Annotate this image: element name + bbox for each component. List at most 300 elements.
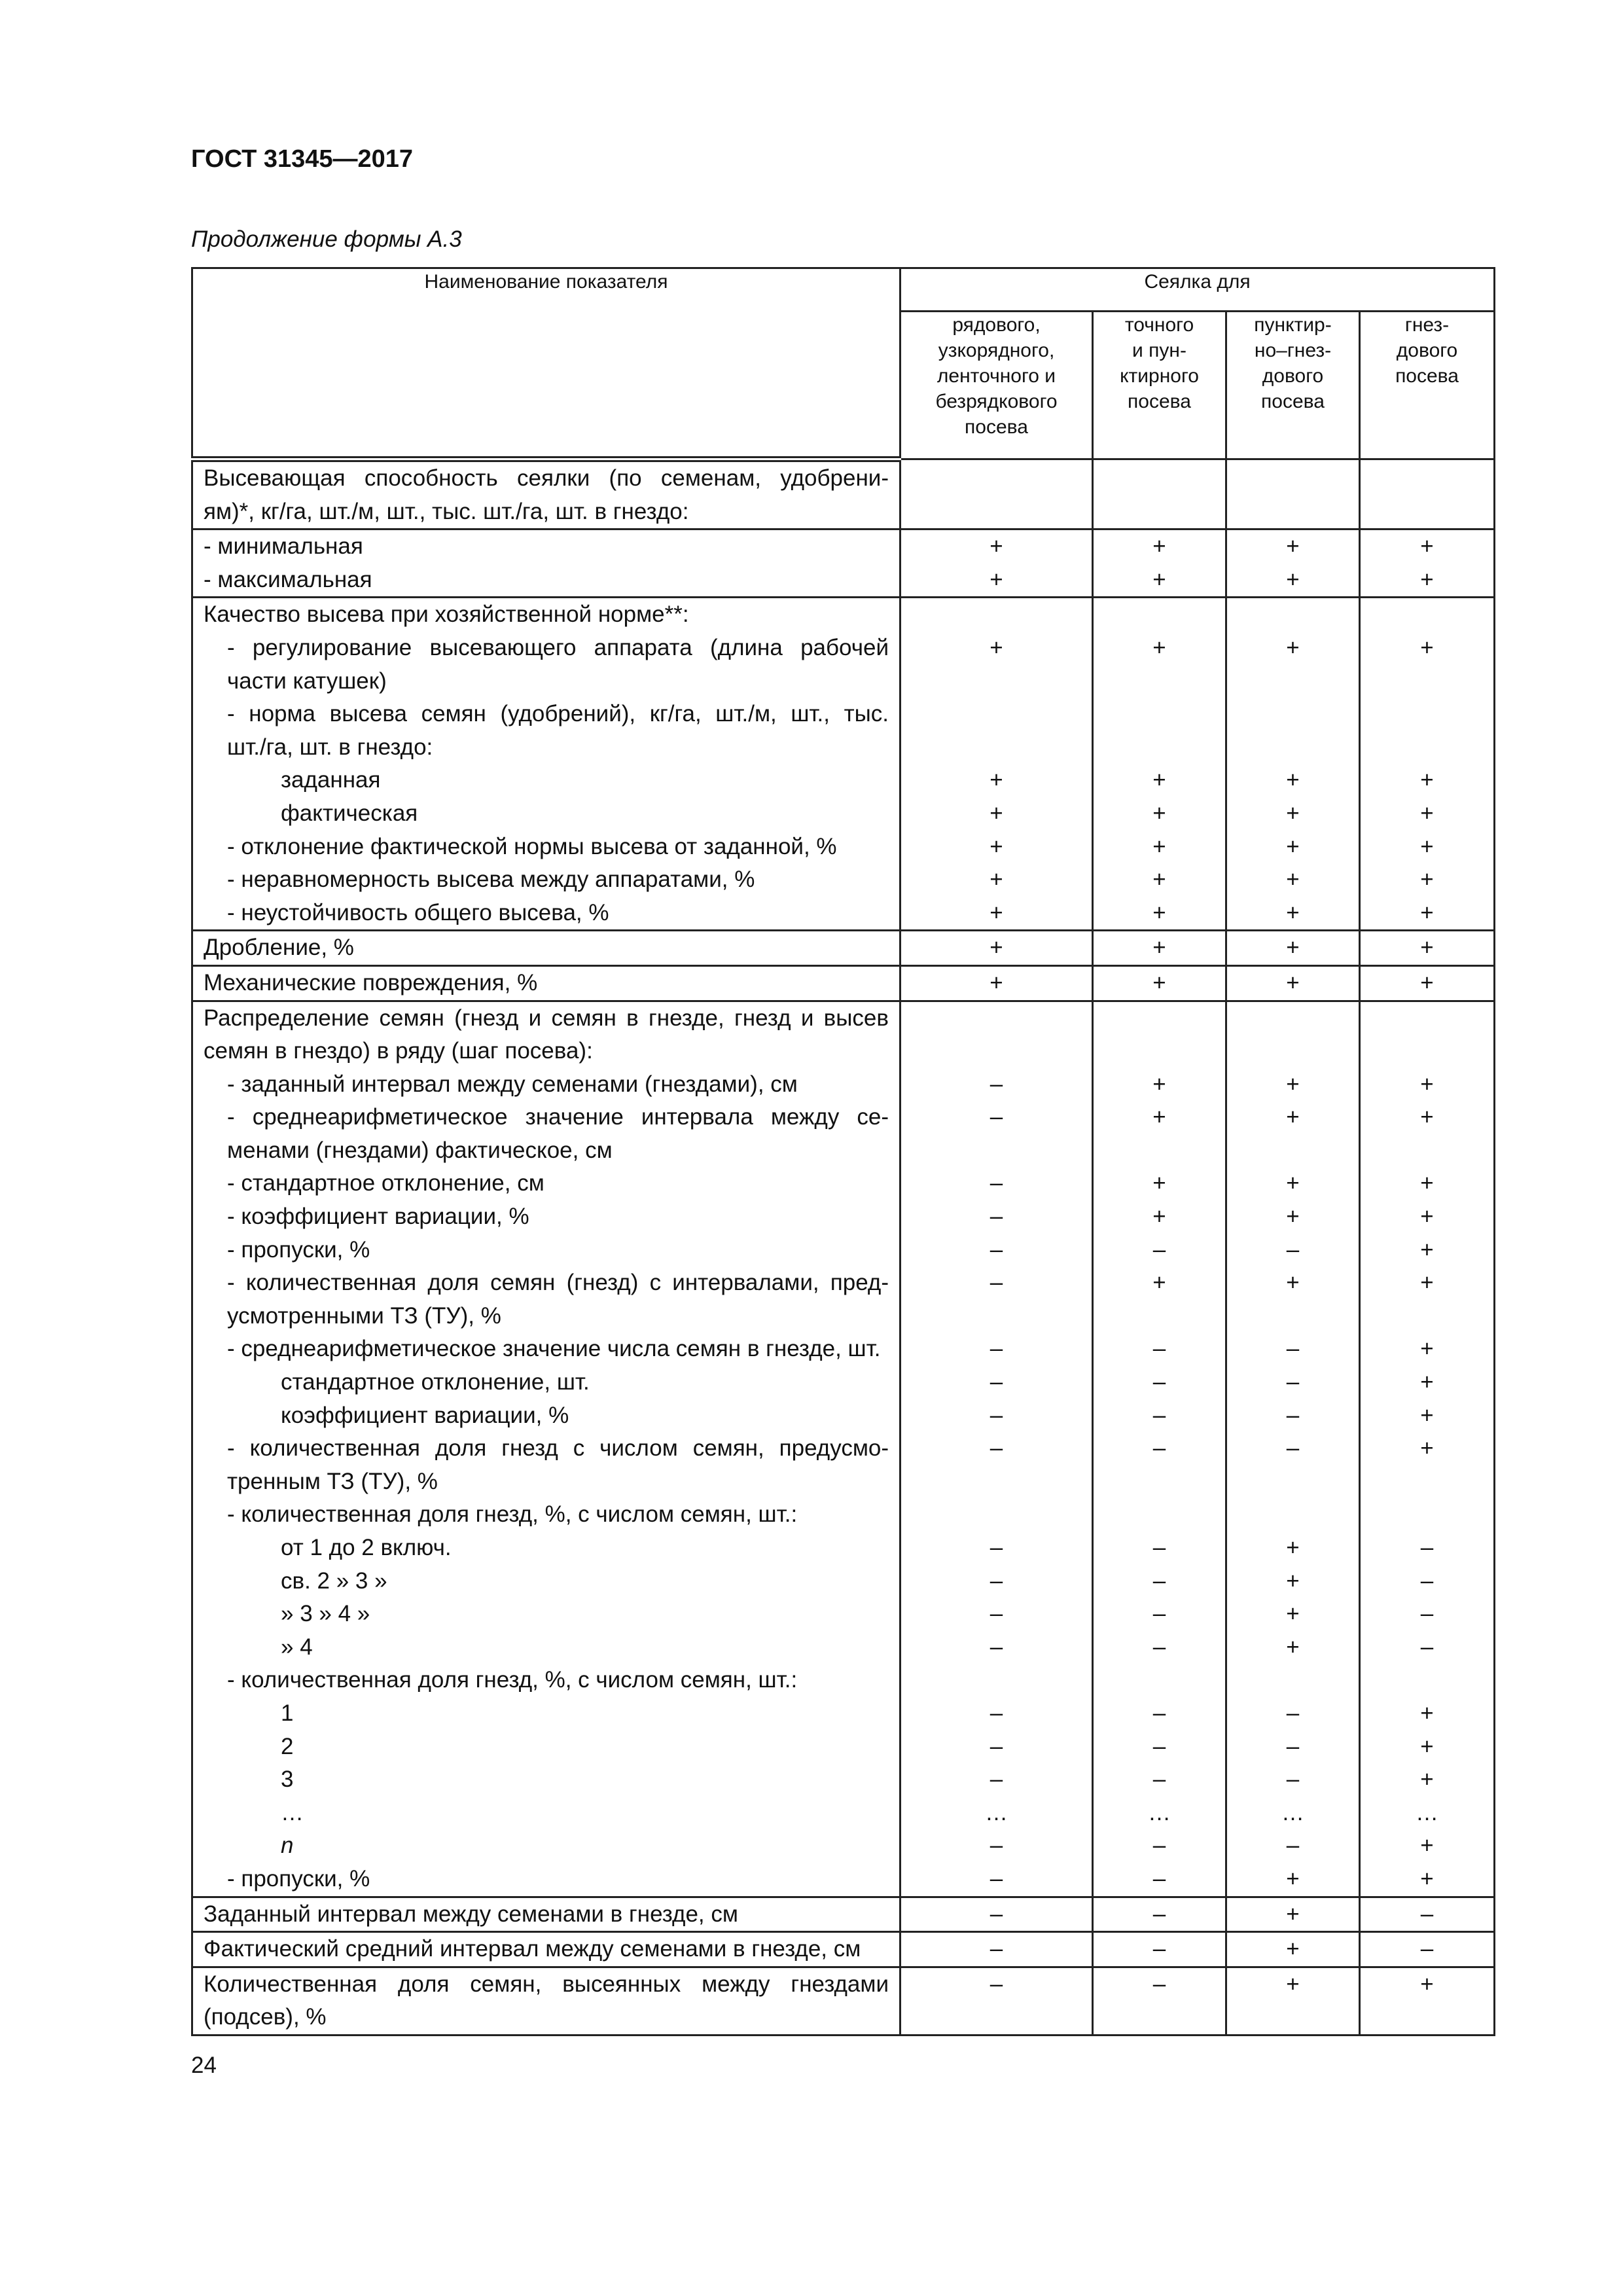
value-cell-col-2 — [1226, 459, 1360, 529]
value-cell-col-2 — [1226, 1897, 1360, 1932]
value-mark — [1227, 731, 1359, 764]
seeder-type-header-0 — [901, 312, 1093, 459]
seeder-type-header-line: дового — [1262, 365, 1324, 387]
seeder-type-header-line: пунктир- — [1254, 314, 1332, 336]
value-mark: + — [1286, 867, 1300, 893]
value-mark: – — [1286, 1733, 1300, 1759]
indicator-line: - заданный интервал между семенами (гнездами), см — [227, 1071, 798, 1097]
seeder-type-header-line: посева — [1128, 391, 1191, 412]
value-mark: – — [1420, 1936, 1434, 1962]
form-continuation-caption: Продолжение формы А.3 — [191, 226, 462, 252]
value-mark — [901, 698, 1092, 731]
value-mark: – — [1420, 1634, 1434, 1660]
indicator-line: - отклонение фактической нормы высева от заданной, % — [227, 833, 837, 859]
value-mark: + — [1152, 935, 1166, 961]
value-mark: – — [990, 1369, 1003, 1395]
indicator-name-cell — [192, 1897, 901, 1932]
value-mark: – — [990, 1204, 1003, 1230]
value-cell-col-0 — [901, 529, 1093, 598]
value-mark — [1094, 698, 1225, 731]
value-mark — [1094, 1498, 1225, 1532]
indicator-line: менами (гнездами) фактическое, см — [227, 1137, 613, 1163]
seeder-type-header-line: безрядкового — [935, 391, 1058, 412]
value-mark — [1361, 1465, 1493, 1499]
value-mark: – — [1152, 1535, 1166, 1560]
indicator-line: семян в гнездо) в ряду (шаг посева): — [204, 1038, 593, 1064]
value-mark — [901, 1300, 1092, 1333]
value-mark — [901, 493, 1092, 527]
value-mark: + — [990, 634, 1003, 660]
value-mark: – — [1152, 1936, 1166, 1962]
value-mark: + — [990, 833, 1003, 859]
value-mark: – — [990, 1236, 1003, 1263]
value-mark: – — [1152, 1634, 1166, 1660]
value-cell-col-0 — [901, 1967, 1093, 2035]
value-mark — [1227, 493, 1359, 527]
seeder-type-header-2 — [1226, 312, 1360, 459]
indicator-name-column-header: Наименование показателя — [192, 268, 901, 459]
indicator-line: - пропуски, % — [227, 1865, 370, 1892]
indicator-line: - количественная доля семян (гнезд) с интервалами, пред- — [227, 1270, 889, 1296]
value-mark — [1361, 1035, 1493, 1068]
value-mark: + — [1420, 1700, 1434, 1726]
table-row — [192, 1967, 1495, 2035]
indicator-line: св. 2 » 3 » — [281, 1568, 387, 1594]
indicator-line: - коэффициент вариации, % — [227, 1204, 529, 1230]
value-mark — [1227, 698, 1359, 731]
value-mark: + — [1152, 767, 1166, 793]
value-mark — [1361, 1300, 1493, 1333]
indicator-line: Высевающая способность сеялки (по семенам, удобрени- — [204, 465, 889, 491]
value-mark: – — [1286, 1767, 1300, 1793]
value-mark — [1361, 665, 1493, 698]
value-mark: + — [990, 935, 1003, 961]
value-cell-col-0 — [901, 459, 1093, 529]
value-cell-col-3 — [1360, 1001, 1495, 1897]
value-mark: + — [1286, 800, 1300, 826]
indicator-line: ям)*, кг/га, шт./м, шт., тыс. шт./га, шт. в гнездо: — [204, 498, 689, 524]
table-row — [192, 529, 1495, 598]
value-mark: + — [1152, 1071, 1166, 1097]
value-mark — [901, 731, 1092, 764]
value-mark: + — [1286, 1071, 1300, 1097]
value-mark: + — [990, 899, 1003, 925]
value-mark: – — [1152, 1236, 1166, 1263]
value-mark: – — [990, 1435, 1003, 1462]
value-cell-col-1 — [1093, 1932, 1226, 1967]
seeder-type-header-1 — [1093, 312, 1226, 459]
value-mark: – — [1152, 1336, 1166, 1362]
value-mark — [1227, 460, 1359, 493]
value-mark: – — [990, 1833, 1003, 1859]
seeder-type-header-line: дового — [1396, 340, 1458, 361]
value-cell-col-2 — [1226, 965, 1360, 1001]
indicator-line: - количественная доля гнезд, %, с числом семян, шт.: — [227, 1501, 798, 1528]
value-mark — [1361, 1664, 1493, 1697]
indicator-name-cell — [192, 1001, 901, 1897]
value-mark — [1361, 493, 1493, 527]
value-mark — [1094, 460, 1225, 493]
value-mark: + — [1152, 867, 1166, 893]
table-body — [192, 459, 1495, 2036]
value-mark: – — [1420, 1601, 1434, 1627]
indicator-line: - регулирование высевающего аппарата (длина рабочей — [227, 634, 889, 660]
value-mark: + — [1420, 800, 1434, 826]
value-mark: – — [990, 1901, 1003, 1927]
indicator-line: - максимальная — [204, 566, 372, 592]
value-mark: … — [1416, 1799, 1439, 1825]
value-cell-col-3 — [1360, 965, 1495, 1001]
value-mark: + — [1420, 1236, 1434, 1263]
value-mark: – — [1152, 1971, 1166, 1997]
value-cell-col-3 — [1360, 1932, 1495, 1967]
value-mark: + — [1420, 1833, 1434, 1859]
value-mark: + — [1420, 1767, 1434, 1793]
value-mark: + — [990, 533, 1003, 560]
indicator-line: - среднеарифметическое значение интервала между се- — [227, 1104, 889, 1130]
indicator-line: » 4 — [281, 1634, 313, 1660]
value-mark: + — [1152, 969, 1166, 996]
value-cell-col-1 — [1093, 965, 1226, 1001]
table-row — [192, 598, 1495, 931]
value-mark: + — [1420, 1071, 1434, 1097]
value-mark: + — [1286, 833, 1300, 859]
value-mark: – — [1152, 1568, 1166, 1594]
indicator-name-cell — [192, 931, 901, 966]
value-mark — [901, 460, 1092, 493]
value-mark: + — [1420, 634, 1434, 660]
value-mark — [1361, 460, 1493, 493]
value-mark: – — [990, 1700, 1003, 1726]
indicator-table — [191, 267, 1495, 2036]
value-mark — [901, 1002, 1092, 1035]
value-cell-col-1 — [1093, 598, 1226, 931]
value-mark: … — [985, 1799, 1008, 1825]
value-mark: + — [1286, 634, 1300, 660]
value-mark — [1227, 1465, 1359, 1499]
value-mark: + — [1420, 969, 1434, 996]
value-mark: + — [990, 767, 1003, 793]
value-mark: + — [1286, 1568, 1300, 1594]
value-mark: – — [990, 1336, 1003, 1362]
value-mark: + — [1152, 533, 1166, 560]
value-mark: + — [1286, 899, 1300, 925]
indicator-line: » 3 » 4 » — [281, 1601, 370, 1627]
value-mark — [1227, 2001, 1359, 2034]
seeder-group-header: Сеялка для — [901, 268, 1495, 312]
value-mark — [1094, 1002, 1225, 1035]
table-row — [192, 459, 1495, 529]
value-mark: + — [1286, 1170, 1300, 1196]
value-mark — [1227, 1664, 1359, 1697]
value-mark: + — [1420, 566, 1434, 592]
indicator-line: Дробление, % — [204, 935, 354, 961]
value-cell-col-3 — [1360, 931, 1495, 966]
indicator-line: Количественная доля семян, высеянных между гнездами — [204, 1971, 889, 1997]
value-mark: + — [1152, 1170, 1166, 1196]
value-mark: + — [1286, 1865, 1300, 1892]
value-mark: – — [1286, 1336, 1300, 1362]
value-mark — [1227, 1035, 1359, 1068]
value-mark: – — [1152, 1733, 1166, 1759]
value-mark: … — [1281, 1799, 1304, 1825]
indicator-name-cell — [192, 598, 901, 931]
indicator-name-cell — [192, 529, 901, 598]
value-mark — [901, 1134, 1092, 1168]
value-mark: + — [990, 800, 1003, 826]
table-row — [192, 1001, 1495, 1897]
indicator-line: - среднеарифметическое значение числа семян в гнезде, шт. — [227, 1336, 881, 1362]
value-mark: + — [1286, 1971, 1300, 1997]
value-mark — [1094, 1664, 1225, 1697]
value-mark: + — [1152, 634, 1166, 660]
value-cell-col-0 — [901, 1897, 1093, 1932]
indicator-name-cell — [192, 1932, 901, 1967]
value-mark — [1094, 731, 1225, 764]
value-mark: + — [1152, 899, 1166, 925]
value-mark — [1227, 1498, 1359, 1532]
value-mark: + — [1420, 1104, 1434, 1130]
value-mark — [1361, 1134, 1493, 1168]
value-cell-col-2 — [1226, 1967, 1360, 2035]
value-mark: + — [1286, 1634, 1300, 1660]
indicator-line: - минимальная — [204, 533, 363, 560]
value-mark: – — [1152, 1601, 1166, 1627]
value-mark: + — [1286, 1104, 1300, 1130]
value-cell-col-1 — [1093, 1967, 1226, 2035]
value-mark — [901, 1498, 1092, 1532]
value-mark: – — [990, 1601, 1003, 1627]
indicator-line: - стандартное отклонение, см — [227, 1170, 544, 1196]
value-mark: – — [990, 1733, 1003, 1759]
value-cell-col-1 — [1093, 529, 1226, 598]
page-number: 24 — [191, 2053, 217, 2078]
value-cell-col-0 — [901, 1932, 1093, 1967]
indicator-line: 1 — [281, 1700, 294, 1726]
value-mark: + — [1286, 566, 1300, 592]
value-mark: – — [1152, 1435, 1166, 1462]
value-mark — [1094, 1465, 1225, 1499]
value-mark — [901, 665, 1092, 698]
value-mark: + — [990, 566, 1003, 592]
value-mark: + — [1420, 1733, 1434, 1759]
value-mark: + — [1286, 1535, 1300, 1560]
value-mark: + — [990, 867, 1003, 893]
value-mark — [1227, 1300, 1359, 1333]
indicator-line: части катушек) — [227, 668, 387, 694]
table-row — [192, 1932, 1495, 1967]
value-mark — [1361, 698, 1493, 731]
value-mark: + — [1152, 1104, 1166, 1130]
value-mark: – — [1286, 1402, 1300, 1428]
value-mark: – — [990, 1170, 1003, 1196]
indicator-line: коэффициент вариации, % — [281, 1402, 569, 1428]
value-cell-col-0 — [901, 1001, 1093, 1897]
value-mark — [1361, 731, 1493, 764]
value-cell-col-3 — [1360, 1897, 1495, 1932]
indicator-line: … — [281, 1799, 304, 1825]
indicator-line: тренным ТЗ (ТУ), % — [227, 1468, 438, 1494]
value-mark: + — [1420, 1402, 1434, 1428]
value-mark: – — [990, 1568, 1003, 1594]
indicator-line: от 1 до 2 включ. — [281, 1535, 452, 1560]
value-mark: – — [990, 1104, 1003, 1130]
seeder-type-header-line: посева — [965, 416, 1028, 438]
indicator-line: - количественная доля гнезд, %, с числом семян, шт.: — [227, 1667, 798, 1693]
value-mark: + — [1420, 533, 1434, 560]
value-mark: – — [1286, 1236, 1300, 1263]
seeder-type-header-line: посева — [1395, 365, 1459, 387]
value-mark: + — [1286, 969, 1300, 996]
value-mark — [1094, 493, 1225, 527]
value-mark: – — [990, 1071, 1003, 1097]
indicator-line: - количественная доля гнезд с числом семян, предусмо- — [227, 1435, 889, 1462]
value-mark — [1361, 1498, 1493, 1532]
seeder-type-header-line: и пун- — [1132, 340, 1186, 361]
value-mark — [901, 1664, 1092, 1697]
value-mark: – — [1152, 1901, 1166, 1927]
seeder-type-header-line: ктирного — [1120, 365, 1199, 387]
value-cell-col-2 — [1226, 529, 1360, 598]
indicator-line: стандартное отклонение, шт. — [281, 1369, 590, 1395]
value-cell-col-1 — [1093, 931, 1226, 966]
value-mark: – — [1286, 1369, 1300, 1395]
value-mark: + — [1286, 935, 1300, 961]
value-mark: + — [1152, 800, 1166, 826]
indicator-line: усмотренными ТЗ (ТУ), % — [227, 1302, 501, 1329]
seeder-type-header-line: посева — [1261, 391, 1325, 412]
value-cell-col-2 — [1226, 1001, 1360, 1897]
value-mark: + — [1420, 1204, 1434, 1230]
value-mark: – — [1420, 1901, 1434, 1927]
indicator-line: шт./га, шт. в гнездо: — [227, 734, 433, 760]
table-row — [192, 931, 1495, 966]
value-mark: – — [990, 1971, 1003, 1997]
value-mark: + — [1286, 1601, 1300, 1627]
value-mark: + — [1152, 1204, 1166, 1230]
indicator-line: n — [281, 1833, 294, 1859]
value-mark: – — [990, 1270, 1003, 1296]
value-mark — [1094, 598, 1225, 632]
value-mark: + — [990, 969, 1003, 996]
value-cell-col-2 — [1226, 931, 1360, 966]
table-header — [192, 268, 1495, 459]
value-mark: – — [1152, 1865, 1166, 1892]
value-mark: + — [1286, 533, 1300, 560]
value-mark: + — [1286, 1901, 1300, 1927]
value-cell-col-0 — [901, 598, 1093, 931]
seeder-type-header-line: гнез- — [1404, 314, 1450, 336]
value-mark: + — [1420, 867, 1434, 893]
table-row — [192, 1897, 1495, 1932]
indicator-name-cell — [192, 965, 901, 1001]
value-mark — [1361, 2001, 1493, 2034]
value-mark: + — [1420, 767, 1434, 793]
value-mark: + — [1420, 1435, 1434, 1462]
value-mark: + — [1420, 899, 1434, 925]
value-cell-col-3 — [1360, 529, 1495, 598]
indicator-line: - норма высева семян (удобрений), кг/га, шт./м, шт., тыс. — [227, 701, 889, 727]
seeder-type-header-line: ленточного и — [936, 365, 1056, 387]
indicator-line: 3 — [281, 1767, 294, 1793]
value-cell-col-1 — [1093, 1001, 1226, 1897]
seeder-type-header-line: но–гнез- — [1254, 340, 1332, 361]
value-mark: + — [1420, 1865, 1434, 1892]
indicator-line: Качество высева при хозяйственной норме**: — [204, 601, 689, 628]
value-mark — [1227, 598, 1359, 632]
value-mark: + — [1286, 1270, 1300, 1296]
indicator-line: (подсев), % — [204, 2004, 327, 2030]
value-mark: – — [1420, 1535, 1434, 1560]
value-mark: + — [1152, 1270, 1166, 1296]
value-mark — [1227, 665, 1359, 698]
value-mark — [1227, 1134, 1359, 1168]
value-cell-col-2 — [1226, 1932, 1360, 1967]
value-mark: – — [990, 1865, 1003, 1892]
value-mark: – — [990, 1402, 1003, 1428]
value-mark: + — [1420, 1971, 1434, 1997]
document-header-title: ГОСТ 31345—2017 — [191, 145, 414, 173]
value-mark: + — [1420, 935, 1434, 961]
value-cell-col-2 — [1226, 598, 1360, 931]
value-mark: – — [1152, 1402, 1166, 1428]
value-cell-col-0 — [901, 931, 1093, 966]
value-mark: … — [1148, 1799, 1171, 1825]
value-cell-col-1 — [1093, 1897, 1226, 1932]
value-mark: – — [990, 1634, 1003, 1660]
value-mark: + — [1420, 1336, 1434, 1362]
value-mark: + — [1286, 1936, 1300, 1962]
indicator-name-cell — [192, 1967, 901, 2035]
indicator-line: Распределение семян (гнезд и семян в гнезде, гнезд и высев — [204, 1005, 889, 1031]
value-mark: – — [1152, 1700, 1166, 1726]
value-mark — [901, 1465, 1092, 1499]
indicator-line: - пропуски, % — [227, 1236, 370, 1263]
value-mark — [1361, 598, 1493, 632]
value-mark: – — [1286, 1833, 1300, 1859]
value-mark: – — [1152, 1767, 1166, 1793]
value-mark: + — [1286, 1204, 1300, 1230]
value-mark: + — [1286, 767, 1300, 793]
value-mark: – — [1152, 1369, 1166, 1395]
value-cell-col-1 — [1093, 459, 1226, 529]
value-mark: – — [1152, 1833, 1166, 1859]
value-mark — [1094, 2001, 1225, 2034]
value-mark: – — [1286, 1435, 1300, 1462]
value-mark: – — [990, 1936, 1003, 1962]
value-cell-col-0 — [901, 965, 1093, 1001]
value-mark: – — [990, 1535, 1003, 1560]
value-mark — [901, 2001, 1092, 2034]
value-mark — [1094, 1300, 1225, 1333]
seeder-type-header-line: рядового, — [952, 314, 1041, 336]
value-mark: + — [1152, 833, 1166, 859]
value-mark: – — [1420, 1568, 1434, 1594]
value-cell-col-3 — [1360, 1967, 1495, 2035]
value-mark — [1094, 665, 1225, 698]
indicator-line: - неравномерность высева между аппаратами, % — [227, 867, 755, 893]
indicator-name-cell — [192, 459, 901, 529]
indicator-line: заданная — [281, 767, 381, 793]
value-mark — [1094, 1134, 1225, 1168]
value-mark — [1094, 1035, 1225, 1068]
value-mark: + — [1420, 1170, 1434, 1196]
value-mark: + — [1420, 1369, 1434, 1395]
value-mark — [901, 1035, 1092, 1068]
value-mark — [1227, 1002, 1359, 1035]
value-mark — [1361, 1002, 1493, 1035]
value-mark: + — [1420, 1270, 1434, 1296]
